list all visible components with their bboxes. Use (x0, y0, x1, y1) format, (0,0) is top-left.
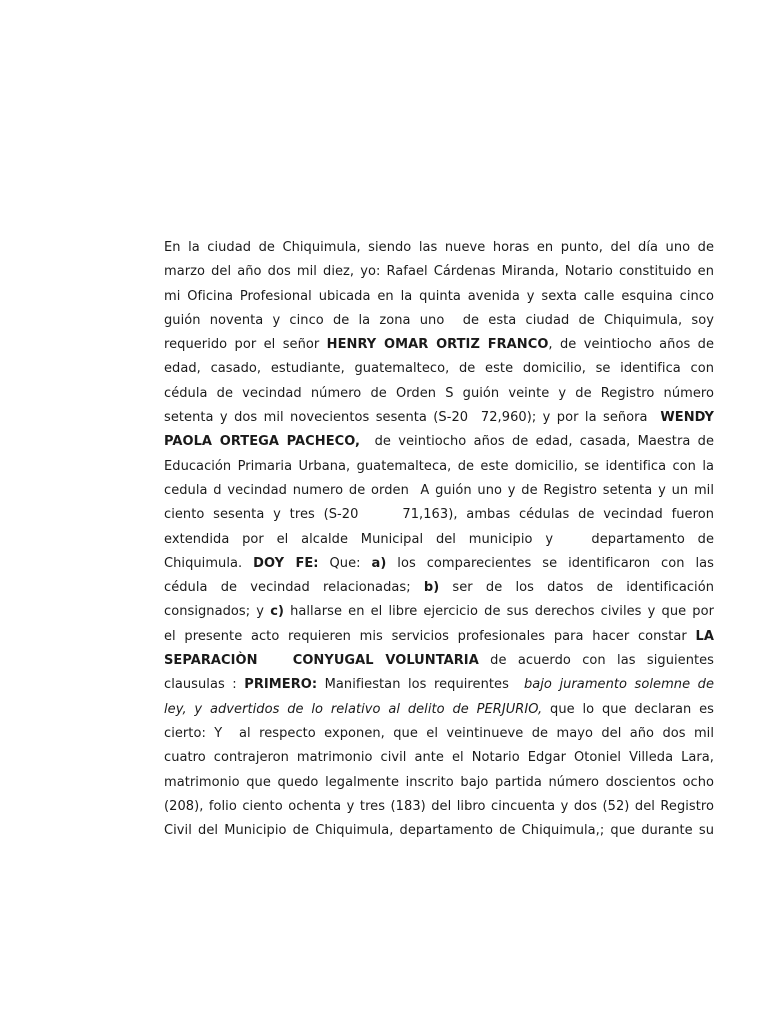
text-line (164, 430, 714, 454)
text-line (164, 625, 714, 649)
text-run: cuatro contrajeron matrimonio civil ante el Notario Edgar Otoniel Villeda Lara, (164, 750, 714, 766)
text-run: el presente acto requieren mis servicios profesionales para hacer constar (164, 628, 696, 644)
text-run: setenta y dos mil novecientos sesenta (S-20 72,960); y por la señora (164, 410, 661, 426)
bold-text-run: HENRY OMAR ORTIZ FRANCO (326, 337, 549, 353)
bold-text-run: SEPARACIÒN CONYUGAL VOLUNTARIA (164, 653, 479, 669)
bold-text-run: c) (270, 604, 284, 620)
text-run: Educación Primaria Urbana, guatemalteca, de este domicilio, se identifica con la (164, 458, 714, 474)
text-run: Civil del Municipio de Chiquimula, departamento de Chiquimula,; que durante su (164, 823, 714, 839)
bold-text-run: PAOLA ORTEGA PACHECO, (164, 434, 361, 450)
text-run: requerido por el señor (164, 337, 327, 353)
italic-text-run: ley, y advertidos de lo relativo al delito de PERJURIO, (164, 701, 543, 717)
text-run: Manifiestan los requirentes (317, 677, 524, 693)
text-line (164, 503, 714, 527)
text-line (164, 285, 714, 309)
text-run: cedula d vecindad numero de orden A guión uno y de Registro setenta y un mil (164, 482, 714, 498)
text-run: , de veintiocho años de (548, 337, 714, 353)
text-run: ser de los datos de identificación (439, 580, 714, 596)
bold-text-run: b) (423, 580, 440, 596)
text-line (164, 722, 714, 746)
text-line (164, 819, 714, 843)
text-line (164, 382, 714, 406)
text-run: extendida por el alcalde Municipal del municipio y departamento de (164, 531, 714, 547)
document-body (164, 236, 714, 843)
italic-text-run: bajo juramento solemne de (523, 677, 714, 693)
text-line (164, 479, 714, 503)
text-run: de veintiocho años de edad, casada, Maestra de (360, 434, 714, 450)
text-line (164, 746, 714, 770)
text-run: marzo del año dos mil diez, yo: Rafael Cárdenas Miranda, Notario constituido en (164, 264, 714, 280)
text-line (164, 649, 714, 673)
text-run: los comparecientes se identificaron con las (386, 555, 714, 571)
text-line (164, 600, 714, 624)
text-run: cédula de vecindad número de Orden S guión veinte y de Registro número (164, 385, 714, 401)
text-run: matrimonio que quedo legalmente inscrito bajo partida número doscientos ocho (164, 774, 714, 790)
text-line (164, 309, 714, 333)
text-line (164, 236, 714, 260)
text-run: Que: (318, 555, 372, 571)
text-line (164, 698, 714, 722)
text-line (164, 576, 714, 600)
text-run: de acuerdo con las siguientes (478, 653, 714, 669)
text-line (164, 552, 714, 576)
text-run: (208), folio ciento ochenta y tres (183) del libro cincuenta y dos (52) del Registro (164, 798, 714, 814)
text-run: ciento sesenta y tres (S-20 71,163), ambas cédulas de vecindad fueron (164, 507, 714, 523)
text-run: En la ciudad de Chiquimula, siendo las nueve horas en punto, del día uno de (164, 240, 714, 255)
text-line (164, 260, 714, 284)
text-run: Chiquimula. (164, 555, 254, 571)
text-line (164, 406, 714, 430)
text-run: cédula de vecindad relacionadas; (164, 580, 424, 596)
text-line (164, 455, 714, 479)
bold-text-run: WENDY (660, 410, 714, 426)
bold-text-run: PRIMERO: (244, 677, 318, 693)
bold-text-run: LA (695, 628, 714, 644)
text-run: clausulas : (164, 677, 245, 693)
text-run: que lo que declaran es (542, 701, 714, 717)
text-run: guión noventa y cinco de la zona uno de esta ciudad de Chiquimula, soy (164, 312, 714, 328)
text-line (164, 673, 714, 697)
text-run: edad, casado, estudiante, guatemalteco, de este domicilio, se identifica con (164, 361, 714, 377)
text-line (164, 528, 714, 552)
text-line (164, 333, 714, 357)
text-run: consignados; y (164, 604, 271, 620)
bold-text-run: a) (371, 555, 387, 571)
text-line (164, 795, 714, 819)
text-line (164, 357, 714, 381)
text-run: cierto: Y al respecto exponen, que el veintinueve de mayo del año dos mil (164, 725, 714, 741)
text-run: hallarse en el libre ejercicio de sus derechos civiles y que por (283, 604, 714, 620)
text-line (164, 771, 714, 795)
text-run: mi Oficina Profesional ubicada en la quinta avenida y sexta calle esquina cinco (164, 288, 714, 304)
bold-text-run: DOY FE: (253, 555, 319, 571)
